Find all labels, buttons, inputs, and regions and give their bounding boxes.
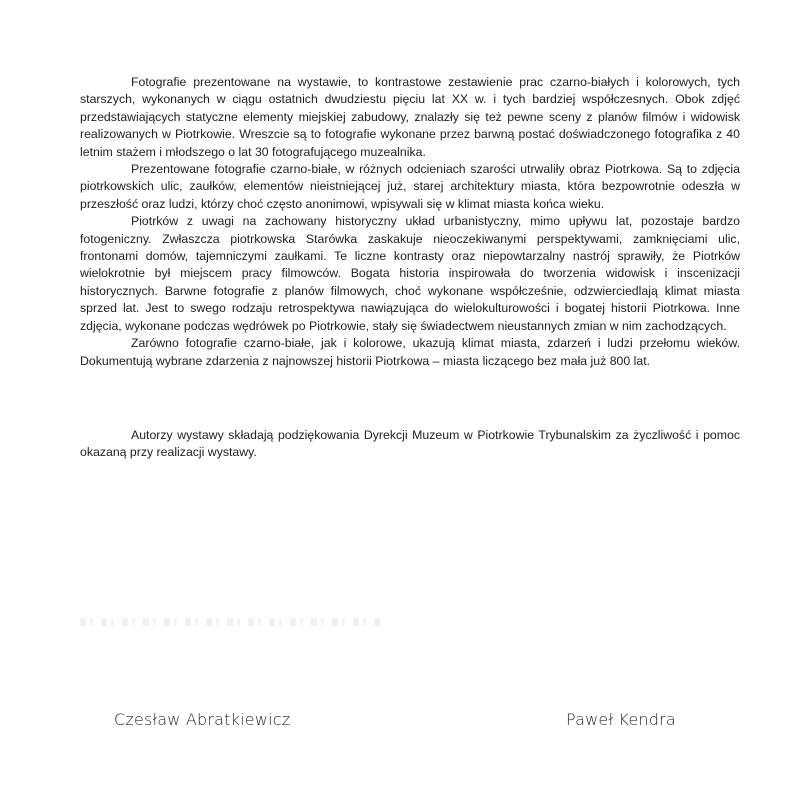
paragraph-1: Fotografie prezentowane na wystawie, to kontrastowe zestawienie prac czarno-białych i kolorowych, tych starszych, wykonanych w ciągu ostatnich dwudziestu pięciu lat XX w. i tych bardziej współczesnych. Obok zdjęć przedstawiających statyczne elementy miejskiej zabudowy, znalazły się też pewne sceny z planów filmów i widowisk realizowanych w Piotrkowie. Wreszcie są to fotografie wykonane przez barwną postać doświadczonego fotografika z 40 letnim stażem i młodszego o lat 30 fotografującego muzealnika.	[80, 75, 740, 159]
paragraph-2: Prezentowane fotografie czarno-białe, w różnych odcieniach szarości utrwaliły obraz Piotrkowa. Są to zdjęcia piotrkowskich ulic, zaułków, elementów nieistniejącej już, starej architektury miasta, która bezpowrotnie odeszła w przeszłość oraz ludzi, którzy choć często anonimowi, wpisywali się w klimat miasta końca wieku.	[80, 162, 740, 211]
author-name-right: Paweł Kendra	[566, 710, 676, 729]
acknowledgement-text: Autorzy wystawy składają podziękowania Dyrekcji Muzeum w Piotrkowie Trybunalskim za życzliwość i pomoc okazaną przy realizacji wystawy.	[80, 428, 740, 460]
paragraph-3: Piotrków z uwagi na zachowany historyczny układ urbanistyczny, mimo upływu lat, pozostaje bardzo fotogeniczny. Zwłaszcza piotrkowska Starówka zaskakuje nieoczekiwanymi perspektywami, zamknięciami ulic, frontonami domów, tajemniczymi zaułkami. Te liczne kontrasty oraz niepowtarzalny nastrój sprawiły, że Piotrków wielokrotnie był miejscem pracy filmowców. Bogata historia inspirowała do tworzenia widowisk i inscenizacji historycznych. Barwne fotografie z planów filmowych, choć wykonane współcześnie, odzwierciedlają klimat miasta sprzed lat. Jest to swego rodzaju retrospektywa nawiązująca do wielokulturowości i bogatej historii Piotrkowa. Inne zdjęcia, wykonane podczas wędrówek po Piotrkowie, stały się świadectwem nieustannych zmian w nim zachodzących.	[80, 214, 740, 333]
body-text	[80, 74, 740, 370]
paragraph-4: Zarówno fotografie czarno-białe, jak i kolorowe, ukazują klimat miasta, zdarzeń i ludzi przełomu wieków. Dokumentują wybrane zdarzenia z najnowszej historii Piotrkowa – miasta liczącego bez mała już 800 lat.	[80, 336, 740, 368]
acknowledgement-block	[80, 427, 740, 462]
author-name-left: Czesław Abratkiewicz	[114, 710, 291, 729]
faint-scan-artifact	[80, 618, 380, 626]
